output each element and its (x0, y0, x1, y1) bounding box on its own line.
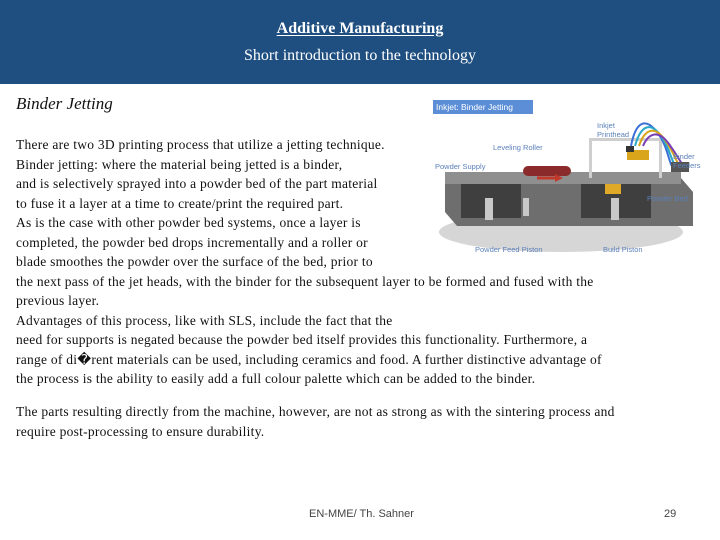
body-line: need for supports is negated because the powder bed itself provides this functionality. Furthermore, a (16, 332, 588, 347)
body-line: require post-processing to ensure durability. (16, 423, 265, 439)
body-line: range of di�rent materials can be used, including ceramics and food. A further distinctive advantage of (16, 351, 602, 367)
label-binder-feeders-2: Feeders (673, 161, 701, 170)
body-line: the process is the ability to easily add a full colour palette which can be added to the binder. (16, 371, 536, 386)
body-line: completed, the powder bed drops incrementally and a roller or (16, 234, 368, 250)
body-line: the next pass of the jet heads, with the binder for the subsequent layer to be formed and fused with the (16, 273, 594, 289)
page-number: 29 (664, 508, 677, 520)
body-line: and is selectively sprayed into a powder bed of the part material (16, 176, 378, 191)
label-powder-feed-piston: Powder Feed Piston (475, 245, 543, 254)
label-inkjet-printhead-1: Inkjet (597, 121, 615, 130)
label-powder-bed: Powder Bed (647, 194, 688, 203)
label-powder-supply: Powder Supply (435, 162, 486, 171)
footer-author: EN-MME/ Th. Sahner (309, 508, 414, 520)
slide-subtitle: Short introduction to the technology (244, 47, 476, 64)
label-build-piston: Build Piston (603, 245, 643, 254)
body-line: There are two 3D printing process that utilize a jetting technique. (16, 137, 385, 152)
closing-paragraph (16, 402, 706, 441)
body-line: previous layer. (16, 293, 100, 308)
label-binder-feeders-1: Binder (673, 152, 695, 161)
body-paragraph (16, 135, 706, 389)
slide-title: Additive Manufacturing (276, 20, 444, 37)
body-line: blade smoothes the powder over the surface of the bed, prior to (16, 254, 373, 269)
body-line: Advantages of this process, like with SLS, include the fact that the (16, 312, 393, 328)
body-line: to fuse it a layer at a time to create/print the required part. (16, 195, 344, 211)
figure-caption: Inkjet: Binder Jetting (436, 102, 514, 112)
slide-header (0, 0, 720, 84)
section-title: Binder Jetting (16, 94, 113, 113)
body-line: Binder jetting: where the material being jetted is a binder, (16, 156, 343, 172)
label-inkjet-printhead-2: Printhead (597, 130, 630, 139)
label-leveling-roller: Leveling Roller (493, 143, 543, 152)
body-line: As is the case with other powder bed systems, once a layer is (16, 215, 361, 230)
body-line: The parts resulting directly from the machine, however, are not as strong as with the sintering process and (16, 404, 615, 419)
